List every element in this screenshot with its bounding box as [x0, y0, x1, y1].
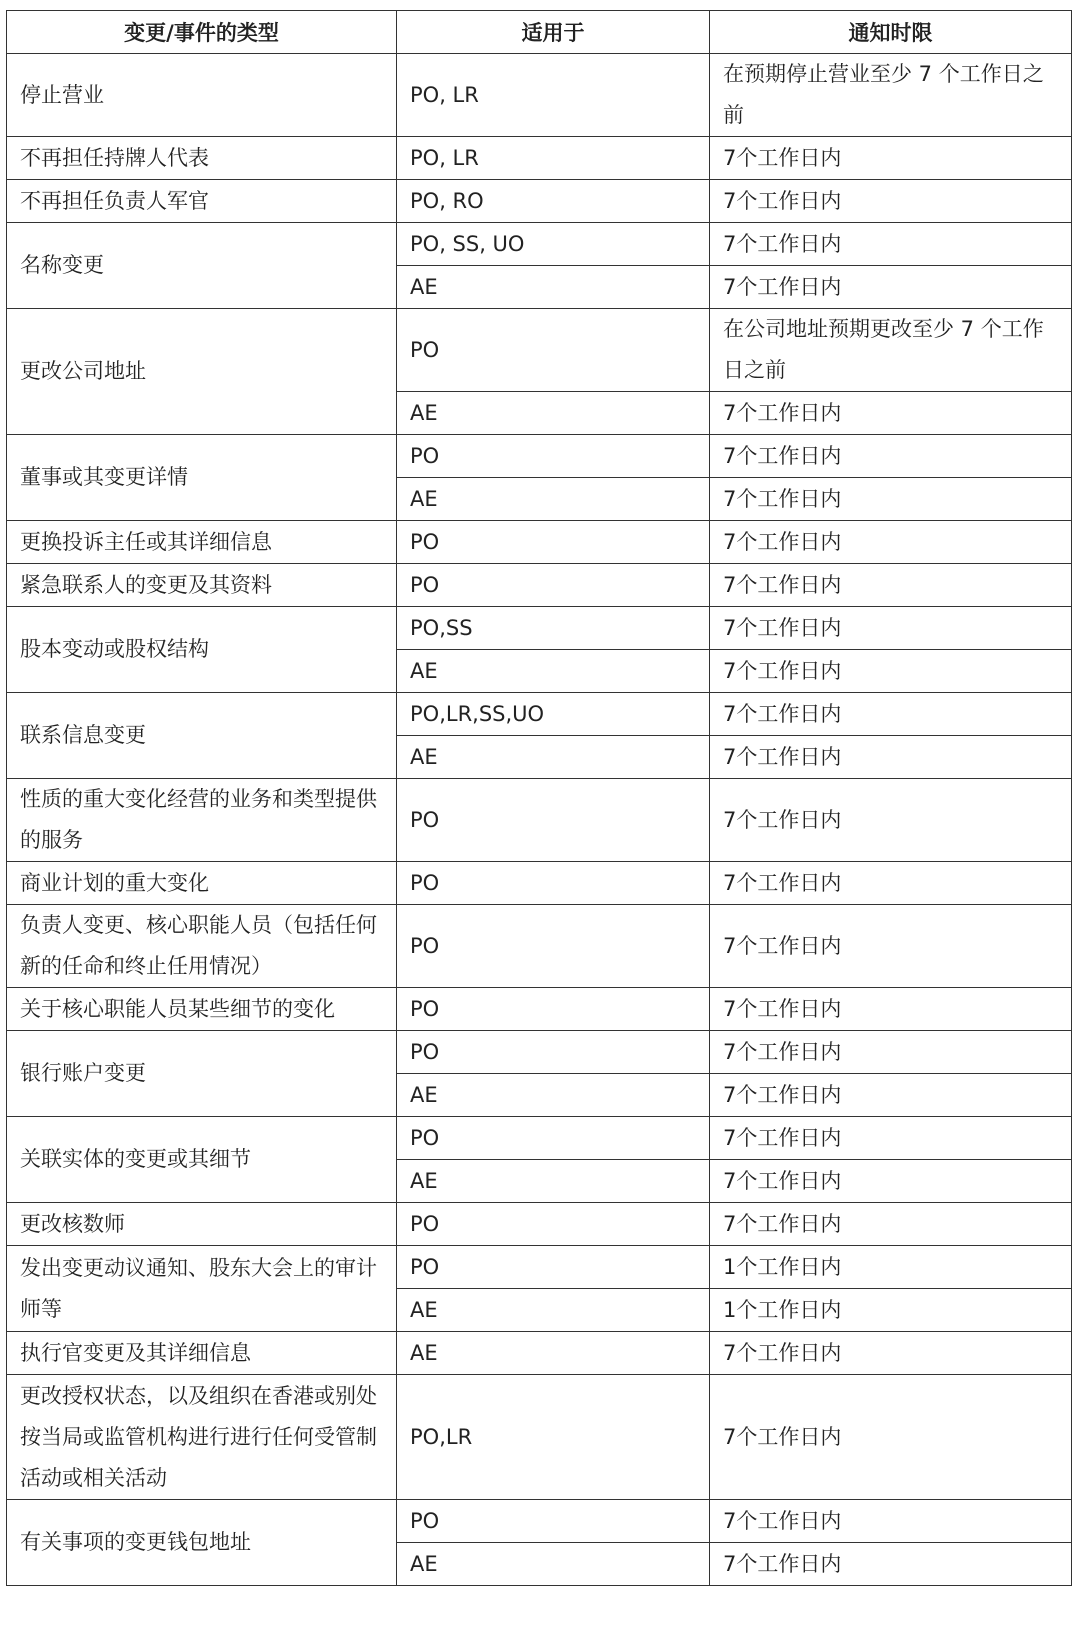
applies-cell: PO,LR,SS,UO: [397, 693, 710, 736]
type-cell: 发出变更动议通知、股东大会上的审计师等: [7, 1246, 397, 1332]
applies-cell: PO: [397, 905, 710, 988]
table-row: [7, 779, 1072, 862]
type-cell: 更改授权状态，以及组织在香港或别处按当局或监管机构进行进行任何受管制活动或相关活动: [7, 1375, 397, 1500]
type-cell: 更换投诉主任或其详细信息: [7, 521, 397, 564]
type-cell: 董事或其变更详情: [7, 435, 397, 521]
applies-cell: PO: [397, 435, 710, 478]
applies-cell: AE: [397, 266, 710, 309]
applies-cell: PO: [397, 1203, 710, 1246]
deadline-cell: 7个工作日内: [710, 650, 1072, 693]
type-cell: 有关事项的变更钱包地址: [7, 1500, 397, 1586]
deadline-cell: 7个工作日内: [710, 435, 1072, 478]
table-header-row: [7, 11, 1072, 54]
deadline-cell: 7个工作日内: [710, 693, 1072, 736]
type-cell: 商业计划的重大变化: [7, 862, 397, 905]
type-cell: 联系信息变更: [7, 693, 397, 779]
table-row: [7, 1203, 1072, 1246]
type-cell: 银行账户变更: [7, 1031, 397, 1117]
type-cell: 关联实体的变更或其细节: [7, 1117, 397, 1203]
deadline-cell: 7个工作日内: [710, 736, 1072, 779]
table-row: [7, 1031, 1072, 1074]
table-row: [7, 1500, 1072, 1543]
notification-table: [6, 10, 1072, 1586]
applies-cell: AE: [397, 1543, 710, 1586]
deadline-cell: 7个工作日内: [710, 564, 1072, 607]
deadline-cell: 在预期停止营业至少 7 个工作日之前: [710, 54, 1072, 137]
applies-cell: PO, LR: [397, 137, 710, 180]
deadline-cell: 7个工作日内: [710, 988, 1072, 1031]
deadline-cell: 7个工作日内: [710, 1500, 1072, 1543]
deadline-cell: 7个工作日内: [710, 1160, 1072, 1203]
applies-cell: AE: [397, 1289, 710, 1332]
table-row: [7, 521, 1072, 564]
deadline-cell: 7个工作日内: [710, 266, 1072, 309]
table-row: [7, 223, 1072, 266]
deadline-cell: 7个工作日内: [710, 1117, 1072, 1160]
applies-cell: PO, SS, UO: [397, 223, 710, 266]
table-row: [7, 564, 1072, 607]
deadline-cell: 7个工作日内: [710, 1375, 1072, 1500]
deadline-cell: 7个工作日内: [710, 607, 1072, 650]
deadline-cell: 7个工作日内: [710, 1031, 1072, 1074]
applies-cell: PO: [397, 779, 710, 862]
applies-cell: PO: [397, 564, 710, 607]
type-cell: 停止营业: [7, 54, 397, 137]
table-row: [7, 862, 1072, 905]
type-cell: 不再担任负责人军官: [7, 180, 397, 223]
applies-cell: PO: [397, 521, 710, 564]
applies-cell: AE: [397, 650, 710, 693]
deadline-cell: 1个工作日内: [710, 1246, 1072, 1289]
table-row: [7, 435, 1072, 478]
table-row: [7, 1117, 1072, 1160]
deadline-cell: 7个工作日内: [710, 180, 1072, 223]
type-cell: 关于核心职能人员某些细节的变化: [7, 988, 397, 1031]
table-row: [7, 905, 1072, 988]
type-cell: 股本变动或股权结构: [7, 607, 397, 693]
applies-cell: PO: [397, 309, 710, 392]
applies-cell: AE: [397, 478, 710, 521]
applies-cell: AE: [397, 1160, 710, 1203]
deadline-cell: 7个工作日内: [710, 521, 1072, 564]
type-cell: 不再担任持牌人代表: [7, 137, 397, 180]
table-row: [7, 54, 1072, 137]
applies-cell: PO: [397, 1500, 710, 1543]
deadline-cell: 7个工作日内: [710, 779, 1072, 862]
applies-cell: PO, LR: [397, 54, 710, 137]
applies-cell: AE: [397, 392, 710, 435]
type-cell: 更改核数师: [7, 1203, 397, 1246]
applies-cell: PO,LR: [397, 1375, 710, 1500]
applies-cell: PO: [397, 1031, 710, 1074]
deadline-cell: 7个工作日内: [710, 1074, 1072, 1117]
deadline-cell: 7个工作日内: [710, 1332, 1072, 1375]
type-cell: 紧急联系人的变更及其资料: [7, 564, 397, 607]
applies-cell: PO: [397, 1117, 710, 1160]
deadline-cell: 7个工作日内: [710, 905, 1072, 988]
table-row: [7, 137, 1072, 180]
table-row: [7, 180, 1072, 223]
type-cell: 名称变更: [7, 223, 397, 309]
header-deadline: 通知时限: [710, 11, 1072, 54]
deadline-cell: 1个工作日内: [710, 1289, 1072, 1332]
deadline-cell: 7个工作日内: [710, 1543, 1072, 1586]
table-row: [7, 309, 1072, 392]
table-row: [7, 1332, 1072, 1375]
applies-cell: PO: [397, 862, 710, 905]
table-row: [7, 988, 1072, 1031]
applies-cell: AE: [397, 736, 710, 779]
deadline-cell: 7个工作日内: [710, 392, 1072, 435]
applies-cell: PO: [397, 988, 710, 1031]
deadline-cell: 7个工作日内: [710, 862, 1072, 905]
table-row: [7, 1375, 1072, 1500]
type-cell: 更改公司地址: [7, 309, 397, 435]
type-cell: 负责人变更、核心职能人员（包括任何新的任命和终止任用情况）: [7, 905, 397, 988]
applies-cell: PO: [397, 1246, 710, 1289]
header-applies: 适用于: [397, 11, 710, 54]
table-row: [7, 607, 1072, 650]
deadline-cell: 7个工作日内: [710, 478, 1072, 521]
table-row: [7, 693, 1072, 736]
applies-cell: AE: [397, 1074, 710, 1117]
applies-cell: AE: [397, 1332, 710, 1375]
deadline-cell: 在公司地址预期更改至少 7 个工作日之前: [710, 309, 1072, 392]
applies-cell: PO, RO: [397, 180, 710, 223]
type-cell: 性质的重大变化经营的业务和类型提供的服务: [7, 779, 397, 862]
applies-cell: PO,SS: [397, 607, 710, 650]
type-cell: 执行官变更及其详细信息: [7, 1332, 397, 1375]
deadline-cell: 7个工作日内: [710, 1203, 1072, 1246]
table-row: [7, 1246, 1072, 1289]
header-type: 变更/事件的类型: [7, 11, 397, 54]
deadline-cell: 7个工作日内: [710, 223, 1072, 266]
deadline-cell: 7个工作日内: [710, 137, 1072, 180]
